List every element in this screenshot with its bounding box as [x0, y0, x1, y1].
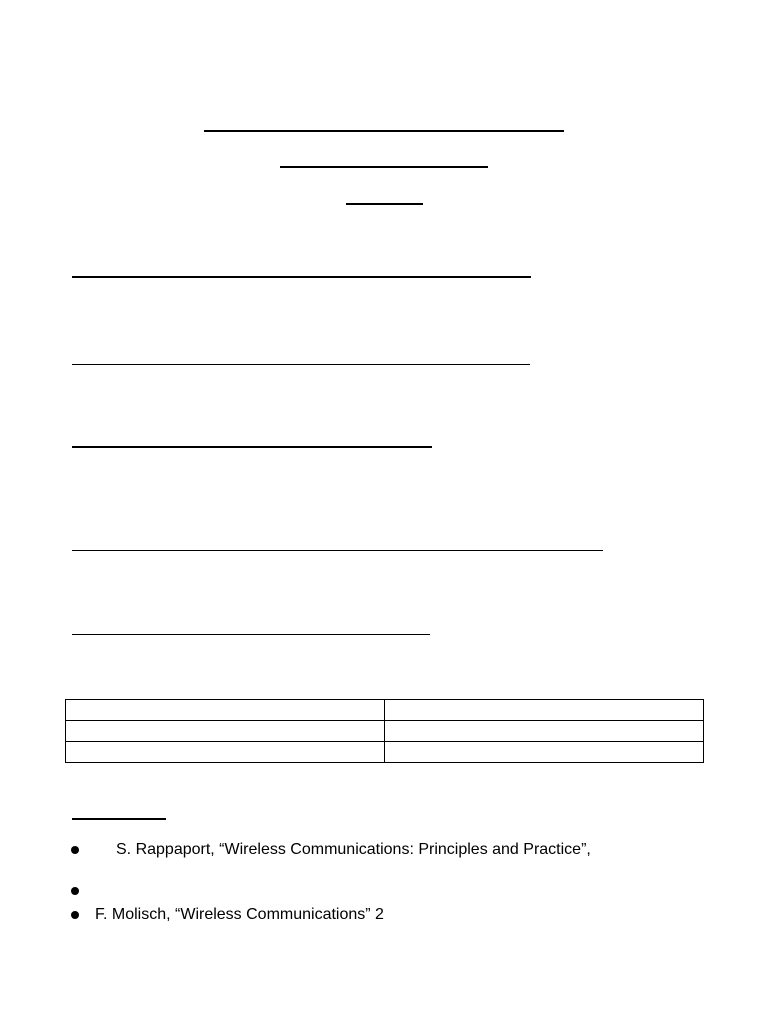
table-cell — [385, 700, 704, 721]
table-row — [66, 721, 704, 742]
table-row — [66, 700, 704, 721]
subtitle-line — [280, 166, 488, 168]
heading-line-short — [346, 203, 423, 205]
table-cell — [66, 742, 385, 763]
table-cell — [385, 742, 704, 763]
section-line-1 — [72, 276, 531, 278]
bullet-icon — [71, 911, 79, 919]
bullet-icon — [71, 846, 79, 854]
table-row — [66, 742, 704, 763]
references-heading-line — [72, 818, 166, 820]
table-cell — [66, 721, 385, 742]
reference-text: F. Molisch, “Wireless Communications” 2 — [95, 906, 384, 923]
section-line-4 — [72, 550, 603, 551]
section-line-5 — [72, 634, 430, 635]
reference-text: S. Rappaport, “Wireless Communications: Principles and Practice”, — [116, 841, 591, 858]
section-line-3 — [72, 446, 432, 448]
title-line — [204, 130, 564, 132]
data-table — [65, 699, 704, 763]
table-cell — [385, 721, 704, 742]
bullet-icon — [71, 887, 79, 895]
section-line-2 — [72, 364, 530, 365]
table-cell — [66, 700, 385, 721]
